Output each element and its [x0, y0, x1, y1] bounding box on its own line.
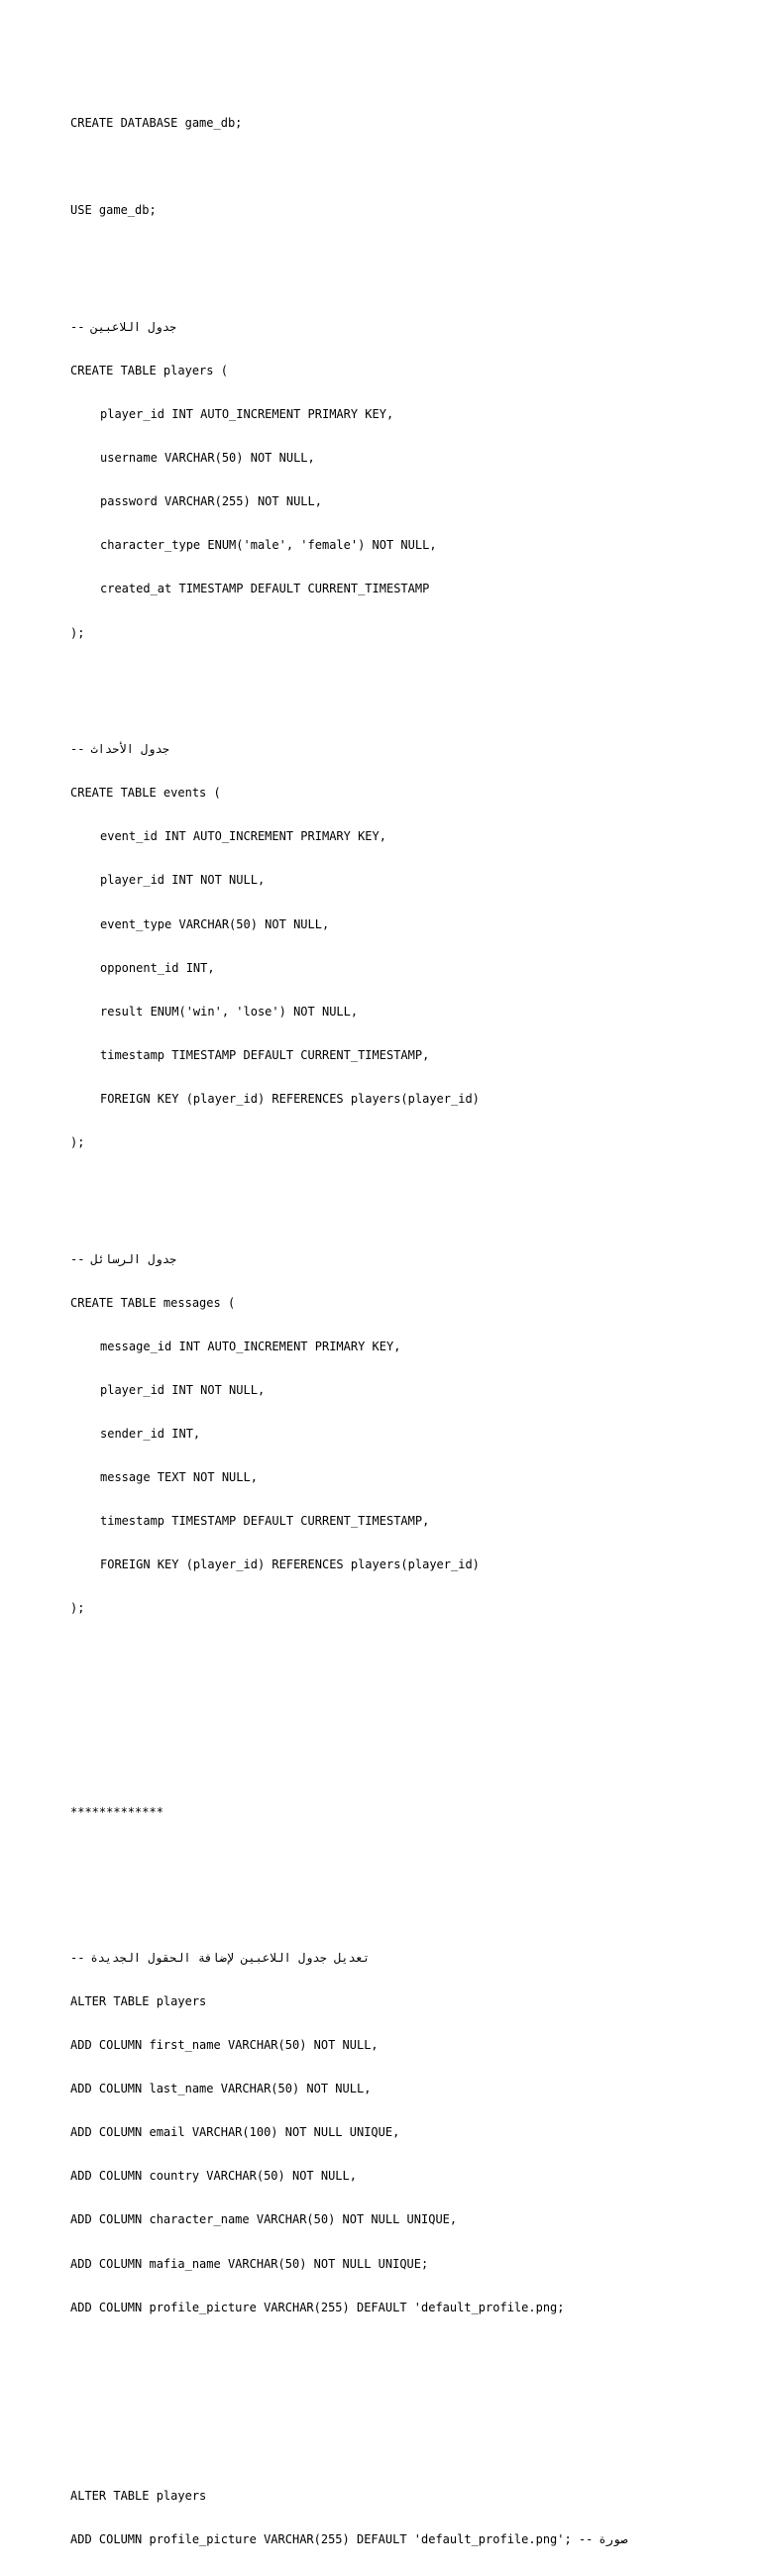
alter-line: ADD COLUMN country VARCHAR(50) NOT NULL, — [70, 2169, 357, 2184]
messages-close-line: ); — [70, 1601, 85, 1616]
players-column-line: character_type ENUM('male', 'female') NOT NULL, — [100, 538, 437, 553]
players-create-line: CREATE TABLE players ( — [70, 363, 228, 377]
events-comment — [70, 742, 724, 757]
alter-line: ADD COLUMN profile_picture VARCHAR(255) DEFAULT 'default_profile.png; — [70, 2300, 565, 2314]
messages-column-line: FOREIGN KEY (player_id) REFERENCES players(player_id) — [100, 1557, 480, 1572]
players-comment-arabic: جدول اللاعبين — [90, 319, 177, 334]
events-column-line: event_type VARCHAR(50) NOT NULL, — [100, 916, 330, 931]
separator-line: ************* — [70, 1805, 163, 1820]
messages-create-line: CREATE TABLE messages ( — [70, 1295, 236, 1310]
players-column-line: password VARCHAR(255) NOT NULL, — [100, 494, 322, 509]
messages-column-line: sender_id INT, — [100, 1426, 201, 1441]
events-close-line: ); — [70, 1134, 85, 1149]
alter-comment — [70, 1951, 724, 1966]
comment-dash: -- — [70, 1950, 85, 1965]
use-database-line: USE game_db; — [70, 203, 157, 218]
alter-line: ADD COLUMN character_name VARCHAR(50) NOT NULL UNIQUE, — [70, 2212, 458, 2227]
messages-column-line: player_id INT NOT NULL, — [100, 1382, 266, 1397]
messages-comment-arabic: جدول الرسائل — [90, 1251, 177, 1266]
messages-column-line: message TEXT NOT NULL, — [100, 1470, 258, 1485]
comment-dash: -- — [70, 1251, 85, 1266]
alter-line: ADD COLUMN first_name VARCHAR(50) NOT NULL, — [70, 2038, 379, 2053]
comment-dash: -- — [70, 319, 85, 334]
alter-line: ALTER TABLE players — [70, 1993, 207, 2008]
messages-column-line: timestamp TIMESTAMP DEFAULT CURRENT_TIMESTAMP, — [100, 1514, 430, 1529]
alter2-comment-arabic: صورة — [598, 2532, 628, 2547]
alter2-line1: ALTER TABLE players — [70, 2489, 207, 2504]
events-create-line: CREATE TABLE events ( — [70, 786, 221, 801]
players-comment — [70, 320, 724, 335]
players-column-line: username VARCHAR(50) NOT NULL, — [100, 451, 315, 466]
alter-line: ADD COLUMN email VARCHAR(100) NOT NULL UNIQUE, — [70, 2125, 400, 2140]
alter2-line2 — [70, 2532, 724, 2547]
events-column-line: FOREIGN KEY (player_id) REFERENCES players(player_id) — [100, 1091, 480, 1106]
messages-column-line: message_id INT AUTO_INCREMENT PRIMARY KEY, — [100, 1339, 401, 1353]
players-column-line: created_at TIMESTAMP DEFAULT CURRENT_TIMESTAMP — [100, 582, 430, 596]
events-column-line: event_id INT AUTO_INCREMENT PRIMARY KEY, — [100, 829, 386, 844]
messages-comment — [70, 1252, 724, 1267]
alter-comment-arabic: تعديل جدول اللاعبين لإضافة الحقول الجديدة — [90, 1950, 371, 1965]
alter-line: ADD COLUMN mafia_name VARCHAR(50) NOT NULL UNIQUE; — [70, 2256, 429, 2271]
comment-dash: -- — [70, 742, 85, 757]
players-close-line: ); — [70, 625, 85, 640]
events-column-line: timestamp TIMESTAMP DEFAULT CURRENT_TIMESTAMP, — [100, 1047, 430, 1062]
events-column-line: result ENUM('win', 'lose') NOT NULL, — [100, 1004, 359, 1019]
alter2-code: ADD COLUMN profile_picture VARCHAR(255) DEFAULT 'default_profile.png'; -- — [70, 2532, 594, 2547]
events-comment-arabic: جدول الأحداث — [90, 742, 169, 757]
events-column-line: player_id INT NOT NULL, — [100, 873, 266, 888]
alter-line: ADD COLUMN last_name VARCHAR(50) NOT NULL, — [70, 2082, 372, 2096]
document-page — [70, 72, 724, 2576]
create-database-line: CREATE DATABASE game_db; — [70, 116, 243, 131]
players-column-line: player_id INT AUTO_INCREMENT PRIMARY KEY, — [100, 407, 394, 422]
events-column-line: opponent_id INT, — [100, 960, 215, 975]
